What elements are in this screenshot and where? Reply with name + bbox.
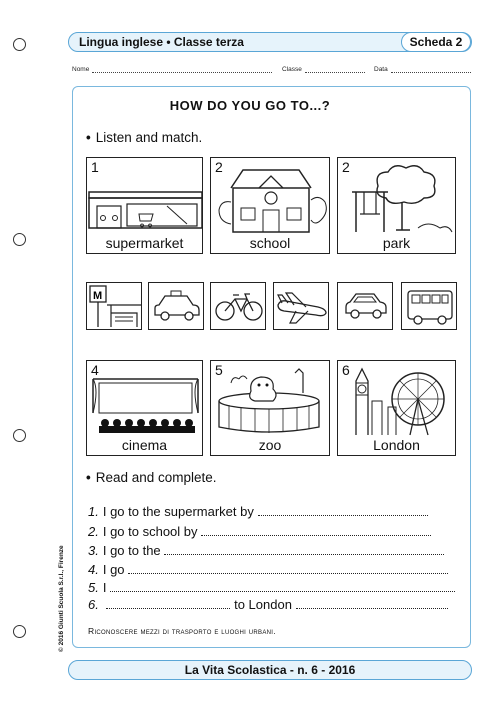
student-fields [72, 66, 472, 78]
sentence-number: 3. [88, 543, 99, 558]
picture-label: zoo [258, 437, 282, 453]
name-field[interactable] [72, 66, 272, 73]
class-field[interactable] [282, 66, 365, 73]
sentence-number: 6. [88, 597, 99, 612]
sentence-text: I go [102, 562, 125, 577]
picture-number: 2 [215, 159, 223, 175]
transport-tile-taxi[interactable] [148, 282, 204, 330]
metro-icon [87, 283, 143, 331]
bicycle-icon [211, 283, 267, 331]
picture-zoo[interactable] [210, 360, 330, 456]
listen-text: Listen and match. [95, 130, 203, 145]
answer-line[interactable] [164, 545, 444, 555]
binder-hole-3 [13, 429, 26, 442]
date-field[interactable] [374, 66, 471, 73]
transport-tile-plane[interactable] [273, 282, 329, 330]
sentence-number: 1. [88, 504, 99, 519]
picture-cinema[interactable] [86, 360, 203, 456]
sentence-text: I [102, 580, 107, 595]
transport-tile-bus[interactable] [401, 282, 457, 330]
listen-instruction [86, 130, 202, 145]
transport-tile-metro[interactable] [86, 282, 142, 330]
sentence-number: 5. [88, 580, 99, 595]
date-label: Data [374, 66, 388, 73]
read-instruction [86, 470, 217, 485]
picture-park[interactable] [337, 157, 456, 254]
binder-hole-2 [13, 233, 26, 246]
sentence-text: I go to the supermarket by [102, 504, 254, 519]
answer-line[interactable] [110, 582, 455, 592]
transport-tile-car[interactable] [337, 282, 393, 330]
sentence-number: 2. [88, 524, 99, 539]
sentence-3[interactable] [88, 543, 444, 558]
sentence-1[interactable] [88, 504, 428, 519]
answer-line[interactable] [106, 599, 230, 609]
read-text: Read and complete. [95, 470, 217, 485]
picture-label: supermarket [105, 235, 184, 251]
picture-number: 2 [342, 159, 350, 175]
class-line [305, 66, 365, 73]
sentence-2[interactable] [88, 524, 431, 539]
date-line [391, 66, 471, 73]
bullet-icon: • [86, 130, 91, 145]
answer-line[interactable] [201, 526, 431, 536]
header-title: Lingua inglese • Classe terza [79, 35, 244, 49]
bullet-icon: • [86, 470, 91, 485]
transport-tile-bicycle[interactable] [210, 282, 266, 330]
sentence-6[interactable] [88, 597, 448, 612]
copyright-notice: © 2016 Giunti Scuola S.r.l., Firenze [58, 545, 65, 652]
worksheet-title: HOW DO YOU GO TO...? [169, 98, 331, 113]
bus-icon [402, 283, 458, 331]
answer-line[interactable] [128, 564, 448, 574]
sentence-text: I go to the [102, 543, 161, 558]
picture-number: 5 [215, 362, 223, 378]
learning-objective: Riconoscere mezzi di trasporto e luoghi urbani. [88, 626, 276, 636]
name-label: Nome [72, 66, 90, 73]
footer-bar: La Vita Scolastica - n. 6 - 2016 [68, 660, 472, 680]
svg-text:M: M [93, 290, 103, 302]
answer-line[interactable] [296, 599, 448, 609]
picture-label: park [382, 235, 411, 251]
car-icon [338, 283, 394, 331]
class-label: Classe [282, 66, 302, 73]
sentence-number: 4. [88, 562, 99, 577]
answer-line[interactable] [258, 506, 428, 516]
picture-label: school [249, 235, 291, 251]
sentence-text: to London [234, 597, 292, 612]
picture-label: London [373, 437, 420, 453]
picture-number: 6 [342, 362, 350, 378]
sentence-text: I go to school by [102, 524, 198, 539]
picture-label: cinema [121, 437, 168, 453]
taxi-icon [149, 283, 205, 331]
binder-hole-1 [13, 38, 26, 51]
sentence-5[interactable] [88, 580, 455, 595]
header-bar [68, 32, 472, 52]
picture-school[interactable] [210, 157, 330, 254]
picture-london[interactable] [337, 360, 456, 456]
plane-icon [274, 283, 330, 331]
picture-supermarket[interactable] [86, 157, 203, 254]
sentence-4[interactable] [88, 562, 448, 577]
binder-hole-4 [13, 625, 26, 638]
picture-number: 1 [91, 159, 99, 175]
sheet-label: Scheda 2 [401, 32, 471, 52]
picture-number: 4 [91, 362, 99, 378]
name-line [92, 66, 272, 73]
